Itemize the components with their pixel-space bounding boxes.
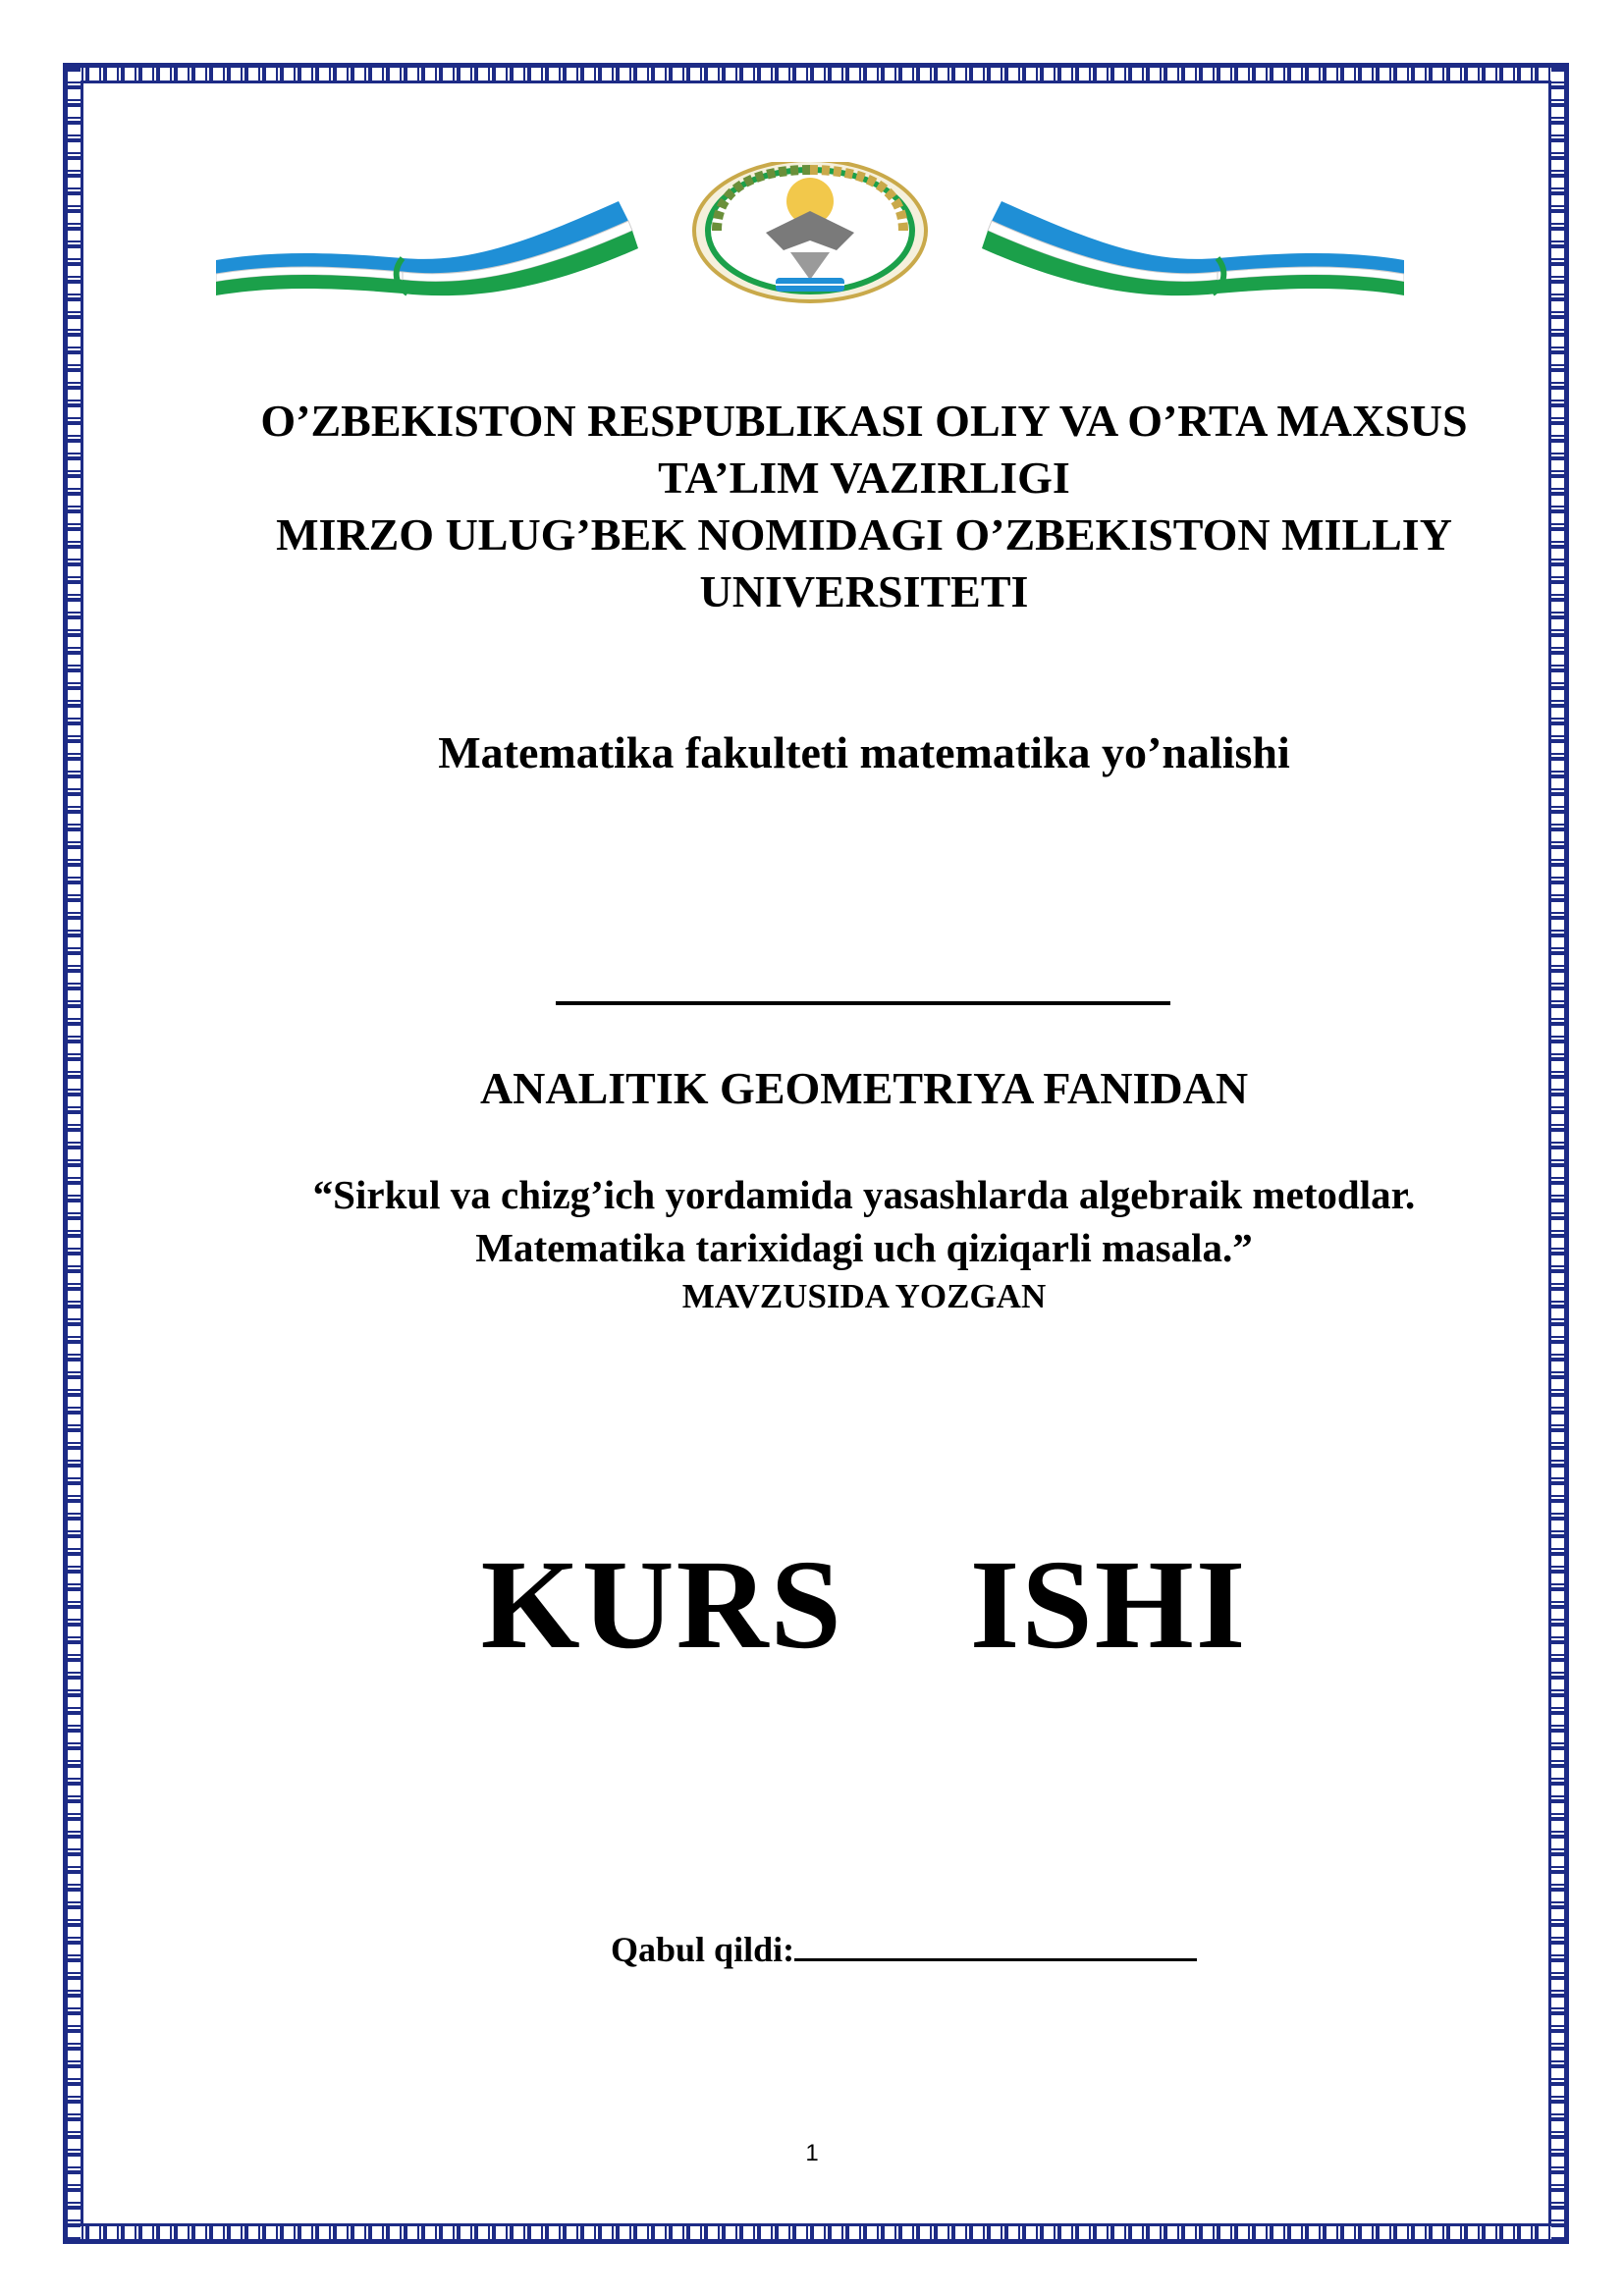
accepted-signature-line xyxy=(794,1929,1197,1961)
ministry-header xyxy=(187,393,1542,620)
topic-line-3: MAVZUSIDA YOZGAN xyxy=(681,1277,1047,1315)
topic-line-2: Matematika tarixidagi uch qiziqarli masala.” xyxy=(475,1225,1253,1270)
blank-name-line xyxy=(556,1001,1170,1005)
subject-title: ANALITIK GEOMETRIYA FANIDAN xyxy=(479,1063,1249,1113)
faculty-title: Matematika fakulteti matematika yo’nalishi xyxy=(438,727,1290,777)
state-emblem-icon xyxy=(216,162,1404,309)
page-border-pattern-left xyxy=(68,68,81,2239)
accepted-label: Qabul qildi: xyxy=(611,1930,795,1969)
accepted-by xyxy=(611,1929,1197,1970)
header-line-3: MIRZO ULUG’BEK NOMIDAGI O’ZBEKISTON MILLIY xyxy=(276,509,1452,560)
page-border-pattern-top xyxy=(68,68,1564,80)
coat-of-arms-icon xyxy=(694,162,926,301)
page-border-pattern-bottom xyxy=(68,2226,1564,2239)
topic-block xyxy=(187,1168,1542,1319)
flag-ribbon-right-icon xyxy=(982,201,1404,295)
page-border-pattern-right xyxy=(1551,68,1564,2239)
page-number: 1 xyxy=(805,2140,819,2166)
page-border xyxy=(63,63,1569,2244)
header-line-1: O’ZBEKISTON RESPUBLIKASI OLIY VA O’RTA MAXSUS xyxy=(260,396,1468,446)
header-line-4: UNIVERSITETI xyxy=(699,566,1029,616)
header-line-2: TA’LIM VAZIRLIGI xyxy=(658,453,1070,503)
work-type-title: KURS ISHI xyxy=(480,1534,1248,1676)
flag-ribbon-left-icon xyxy=(216,201,638,295)
topic-line-1: “Sirkul va chizg’ich yordamida yasashlarda algebraik metodlar. xyxy=(312,1172,1416,1217)
